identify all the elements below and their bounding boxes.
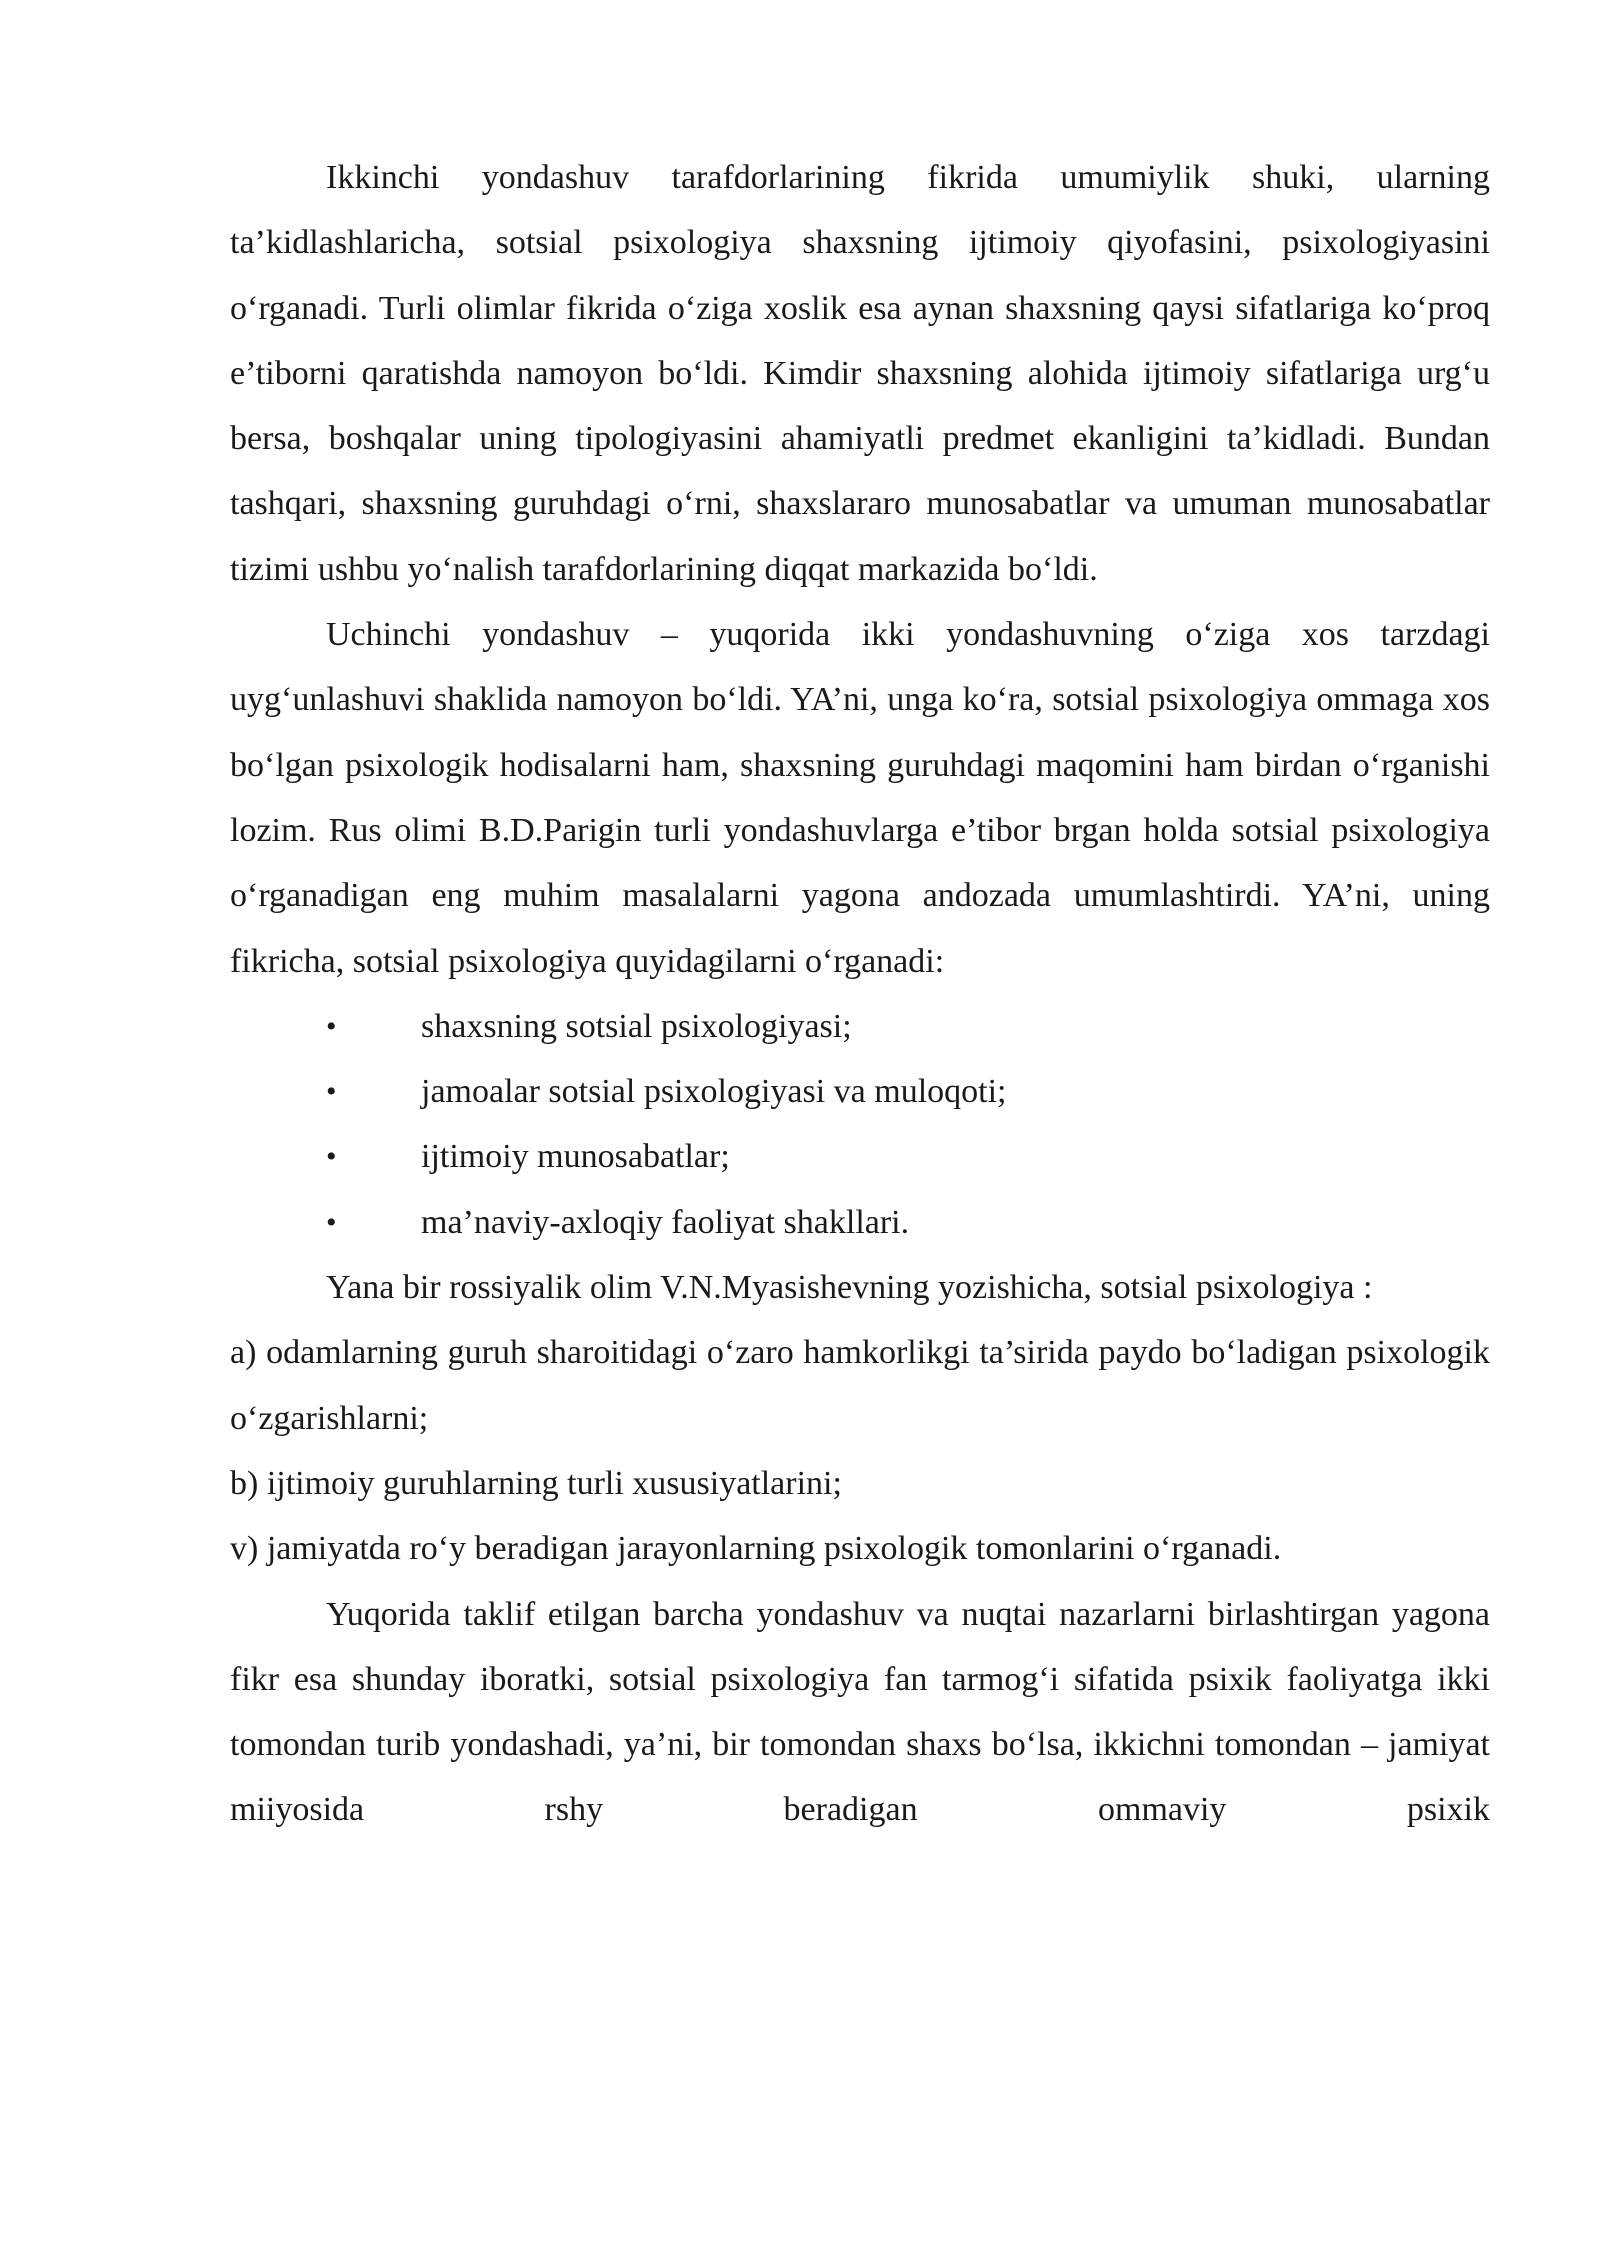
list-item-text: ma’naviy-axloqiy faoliyat shakllari. bbox=[421, 1203, 910, 1241]
list-item-text: ijtimoiy munosabatlar; bbox=[421, 1138, 730, 1176]
list-item-b: b) ijtimoiy guruhlarning turli xususiyatlarini; bbox=[230, 1464, 842, 1502]
list-item bbox=[230, 1190, 1490, 1255]
bullet-icon: • bbox=[326, 1075, 337, 1109]
list-item-text: shaxsning sotsial psixologiyasi; bbox=[421, 1007, 852, 1045]
paragraph-myasishev: Yana bir rossiyalik olim V.N.Myasishevning yozishicha, sotsial psixologiya : bbox=[326, 1269, 1373, 1307]
document-page bbox=[230, 145, 1490, 1843]
paragraph-conclusion: Yuqorida taklif etilgan barcha yondashuv va nuqtai nazarlarni birlashtirgan yagona fikr esa shunday iboratki, sotsial psixologiya fan tarmog‘i sifatida psixik faoliyatga ikki tomondan turib yondashadi, ya’ni, bir tomondan shaxs bo‘lsa, ikkichni tomondan – jamiyat miiyosida rshy beradigan ommaviy psixik bbox=[230, 1595, 1490, 1829]
bullet-icon: • bbox=[326, 1009, 337, 1043]
bullet-icon: • bbox=[326, 1140, 337, 1174]
list-item-v: v) jamiyatda ro‘y beradigan jarayonlarning psixologik tomonlarini o‘rganadi. bbox=[230, 1530, 1282, 1568]
bullet-list bbox=[230, 994, 1490, 1255]
bullet-icon: • bbox=[326, 1205, 337, 1239]
list-item bbox=[230, 1059, 1490, 1124]
list-item-a: a) odamlarning guruh sharoitidagi o‘zaro hamkorlikgi ta’sirida paydo bo‘ladigan psixologik o‘zgarishlarni; bbox=[230, 1334, 1490, 1437]
paragraph-second-approach: Ikkinchi yondashuv tarafdorlarining fikrida umumiylik shuki, ularning ta’kidlashlaricha, sotsial psixologiya shaxsning ijtimoiy qiyofasini, psixologiyasini o‘rganadi. Turli olimlar fikrida o‘ziga xoslik esa aynan shaxsning qaysi sifatlariga ko‘proq e’tiborni qaratishda namoyon bo‘ldi. Kimdir shaxsning alohida ijtimoiy sifatlariga urg‘u bersa, boshqalar uning tipologiyasini ahamiyatli predmet ekanligini ta’kidladi. Bundan tashqari, shaxsning guruhdagi o‘rni, shaxslararo munosabatlar va umuman munosabatlar tizimi ushbu yo‘nalish tarafdorlarining diqqat markazida bo‘ldi. bbox=[230, 159, 1490, 588]
list-item bbox=[230, 1124, 1490, 1189]
list-item-text: jamoalar sotsial psixologiyasi va muloqoti; bbox=[421, 1073, 1007, 1111]
paragraph-third-approach: Uchinchi yondashuv – yuqorida ikki yondashuvning o‘ziga xos tarzdagi uyg‘unlashuvi shaklida namoyon bo‘ldi. YA’ni, unga ko‘ra, sotsial psixologiya ommaga xos bo‘lgan psixologik hodisalarni ham, shaxsning guruhdagi maqomini ham birdan o‘rganishi lozim. Rus olimi B.D.Parigin turli yondashuvlarga e’tibor brgan holda sotsial psixologiya o‘rganadigan eng muhim masalalarni yagona andozada umumlashtirdi. YA’ni, uning fikricha, sotsial psixologiya quyidagilarni o‘rganadi: bbox=[230, 616, 1490, 980]
list-item bbox=[230, 994, 1490, 1059]
